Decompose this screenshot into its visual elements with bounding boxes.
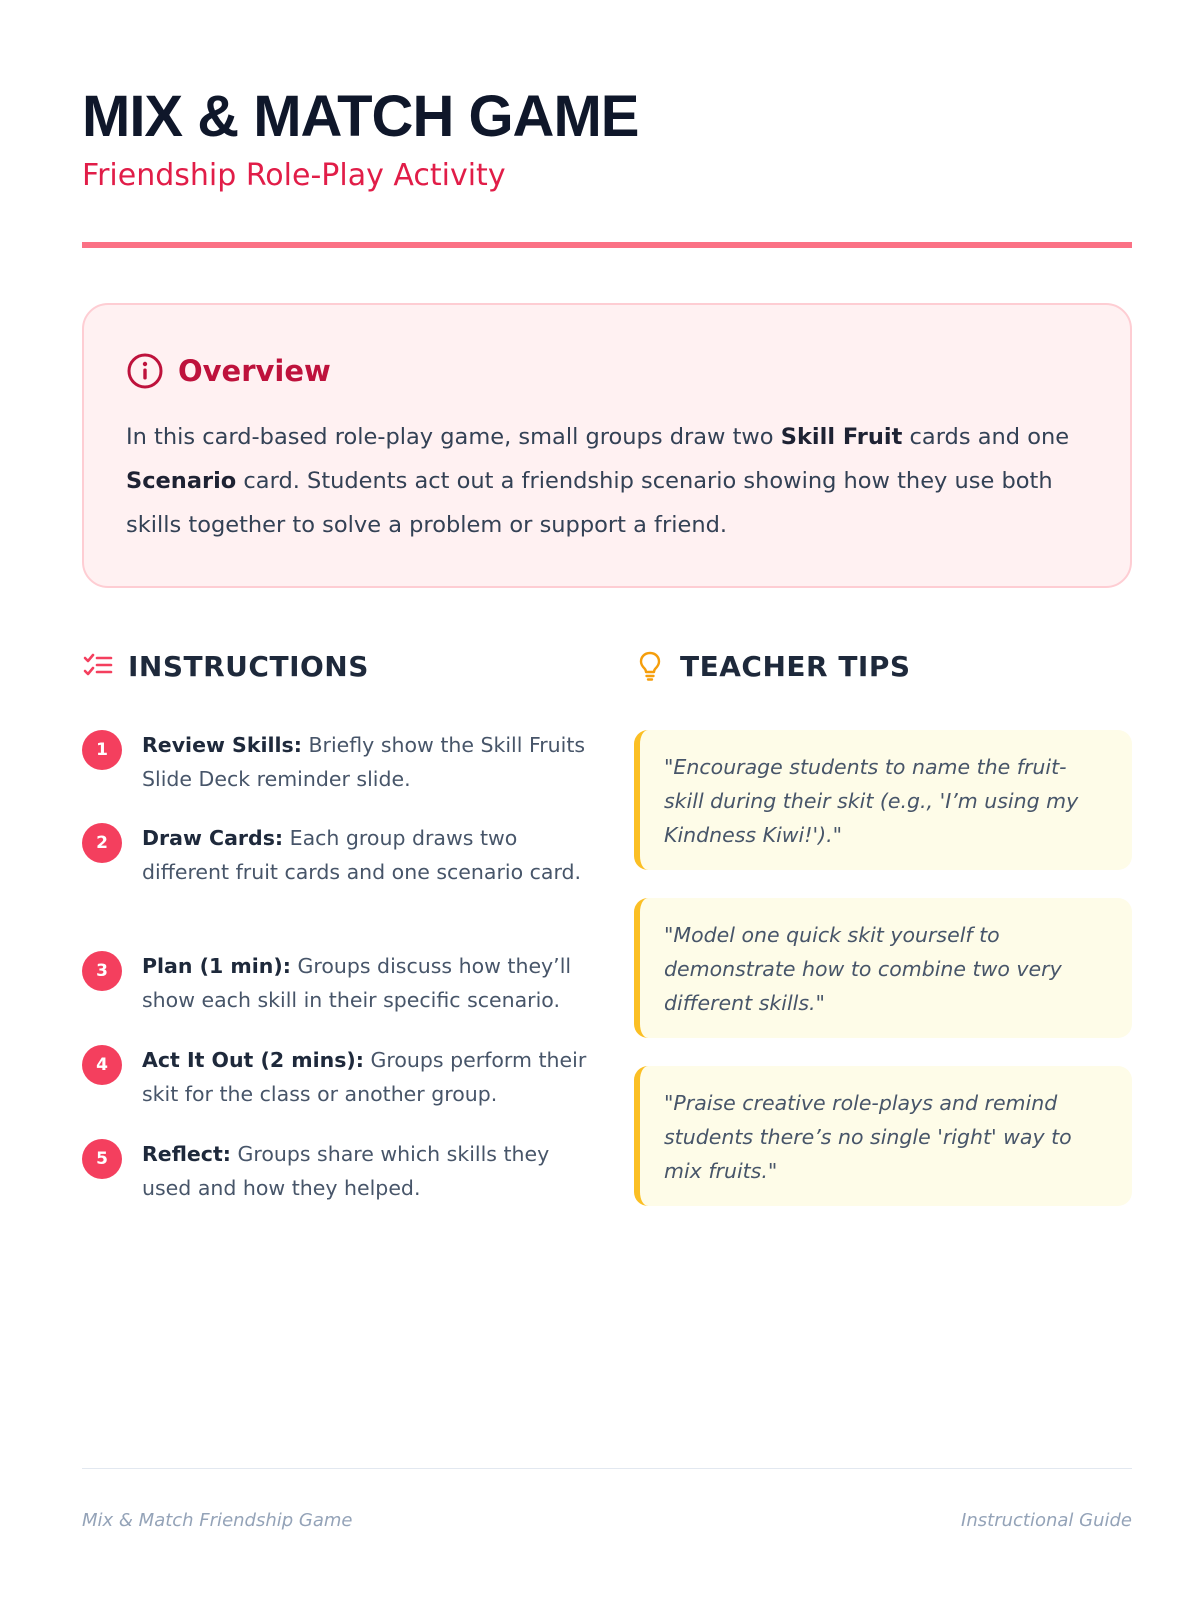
teacher-tips-heading: TEACHER TIPS: [680, 649, 911, 683]
step-text: Act It Out (2 mins): Groups perform their skit for the class or another group.: [142, 1048, 587, 1106]
step-number-badge: 5: [82, 1139, 122, 1179]
footer-left-text: Mix & Match Friendship Game: [82, 1510, 353, 1531]
step-number-badge: 4: [82, 1045, 122, 1085]
teacher-tip-quote: "Model one quick skit yourself to demonstrate how to combine two very different skills.": [664, 923, 1062, 1015]
overview-header: [126, 351, 331, 391]
teacher-tip-card: [634, 898, 1132, 1038]
step-number-badge: 3: [82, 951, 122, 991]
scenario-term: Scenario: [126, 468, 237, 494]
info-icon: [126, 352, 164, 390]
step-text: Plan (1 min): Groups discuss how they’ll show each skill in their specific scenario.: [142, 954, 572, 1012]
teacher-tip-quote: "Encourage students to name the fruit-skill during their skit (e.g., 'I’m using my Kindness Kiwi!').": [664, 755, 1079, 847]
title-divider: [82, 242, 1132, 248]
overview-card: [82, 303, 1132, 588]
overview-text: In this card-based role-play game, small groups draw two Skill Fruit cards and one Scenario card. Students act out a friendship scenario showing how they use both skills together to solve a problem or support a friend.: [126, 424, 1070, 538]
footer-right-text: Instructional Guide: [961, 1510, 1132, 1531]
overview-heading: Overview: [178, 354, 331, 388]
checklist-icon: [82, 650, 114, 682]
lightbulb-icon: [634, 650, 666, 682]
page-title: MIX & MATCH GAME: [82, 84, 639, 149]
step-number-badge: 2: [82, 823, 122, 863]
teacher-tips-header: [634, 646, 911, 686]
page-subtitle: Friendship Role-Play Activity: [82, 158, 506, 193]
instructions-header: [82, 646, 369, 686]
instructions-heading: INSTRUCTIONS: [128, 649, 369, 683]
page: [82, 0, 1132, 1600]
footer-divider: [82, 1468, 1132, 1469]
teacher-tip-quote: "Praise creative role-plays and remind students there’s no single 'right' way to mix fruits.": [664, 1091, 1072, 1183]
step-text: Review Skills: Briefly show the Skill Fruits Slide Deck reminder slide.: [142, 733, 586, 791]
skill-fruit-term: Skill Fruit: [780, 424, 903, 450]
teacher-tip-card: [634, 730, 1132, 870]
step-number-badge: 1: [82, 730, 122, 770]
step-text: Draw Cards: Each group draws two different fruit cards and one scenario card.: [142, 826, 582, 884]
step-text: Reflect: Groups share which skills they used and how they helped.: [142, 1142, 550, 1200]
teacher-tip-card: [634, 1066, 1132, 1206]
